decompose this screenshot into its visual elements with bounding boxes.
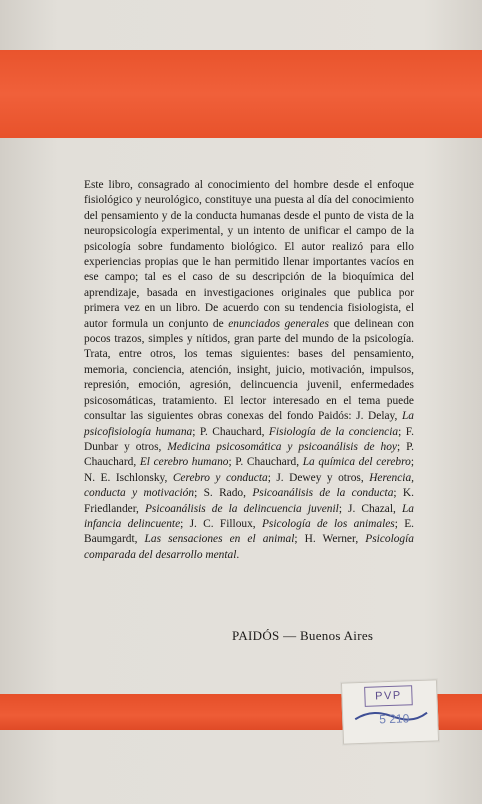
top-orange-band [0, 50, 482, 138]
book-title: Herencia, conducta y motivación [84, 471, 414, 500]
pvp-stamp: PVP [364, 685, 413, 707]
blurb-text: ; H. Werner, [294, 533, 366, 546]
blurb-text: ; J. Chazal, [338, 502, 402, 515]
blurb-emphasis: enunciados generales [228, 317, 329, 330]
blurb-text: ; J. Dewey y otros, [267, 471, 370, 484]
book-title: Fisiología de la conciencia [268, 425, 399, 438]
book-title: Psicología de los animales [261, 517, 395, 530]
price-sticker [341, 679, 439, 744]
book-title: Psicoanálisis de la delincuencia juvenil [144, 502, 339, 515]
blurb-text: ; F. Dunbar y otros, [84, 425, 414, 453]
blurb-text: ; J. C. Filloux, [180, 517, 262, 530]
book-title: El cerebro humano [139, 456, 229, 469]
blurb-text: Este libro, consagrado al conocimiento del hombre desde el enfoque fisiológico y neurológico, constituye una puesta al día del conocimiento del pensamiento y de la conducta humanas desde el punto de vista de la neuropsicología experimental, y un intento de unificar el campo de la psicología sobre fundamento biológico. El autor realizó para ello experiencias propias que le han permitido llenar importantes vacíos en ese campo; tal es el caso de su descripción de la bioquímica del aprendizaje, basada en investigaciones originales que publica por primera vez en un libro. De acuerdo con su tendencia fisiologista, el autor formula un conjunto de [84, 179, 414, 330]
blurb-text: ; P. Chauchard, [192, 425, 269, 438]
blurb-text: . [236, 548, 240, 561]
back-cover-blurb [84, 178, 414, 563]
publisher-imprint: PAIDÓS — Buenos Aires [232, 628, 374, 643]
blurb-text: ; N. E. Ischlonsky, [84, 456, 414, 484]
blurb-text: ; E. Baumgardt, [84, 517, 414, 546]
blurb-text: ; P. Chauchard, [84, 440, 415, 469]
book-title: Medicina psicosomática y psicoanálisis de hoy [167, 440, 397, 453]
book-title: La psicofisiología humana [84, 410, 414, 438]
price-mark: 5 210 [378, 711, 410, 727]
book-title: Cerebro y conducta [172, 471, 268, 484]
blurb-text: que delinean con pocos trazos, simples y nítidos, gran parte del mundo de la psicología. Trata, entre otros, los temas siguientes: bases del pensamiento, memoria, conciencia, atención, insight, juicio, motivación, impulsos, represión, emoción, agresión, delincuencia juvenil, enfermedades psicosomáticas, tratamiento. El lector interesado en el tema puede consultar las siguientes obras conexas del fondo Paidós: J. Delay, [84, 317, 415, 423]
book-title: La química del cerebro [302, 456, 411, 469]
blurb-text: ; P. Chauchard, [228, 456, 303, 469]
blurb-paragraph [84, 178, 414, 563]
book-title: Psicología comparada del desarrollo mental [84, 533, 414, 561]
book-title: Las sensaciones en el animal [144, 533, 295, 546]
book-title: La infancia delincuente [84, 502, 414, 530]
blurb-text: ; S. Rado, [194, 487, 253, 500]
book-title: Psicoanálisis de la conducta [252, 487, 394, 500]
blurb-text: ; K. Friedlander, [84, 487, 414, 515]
